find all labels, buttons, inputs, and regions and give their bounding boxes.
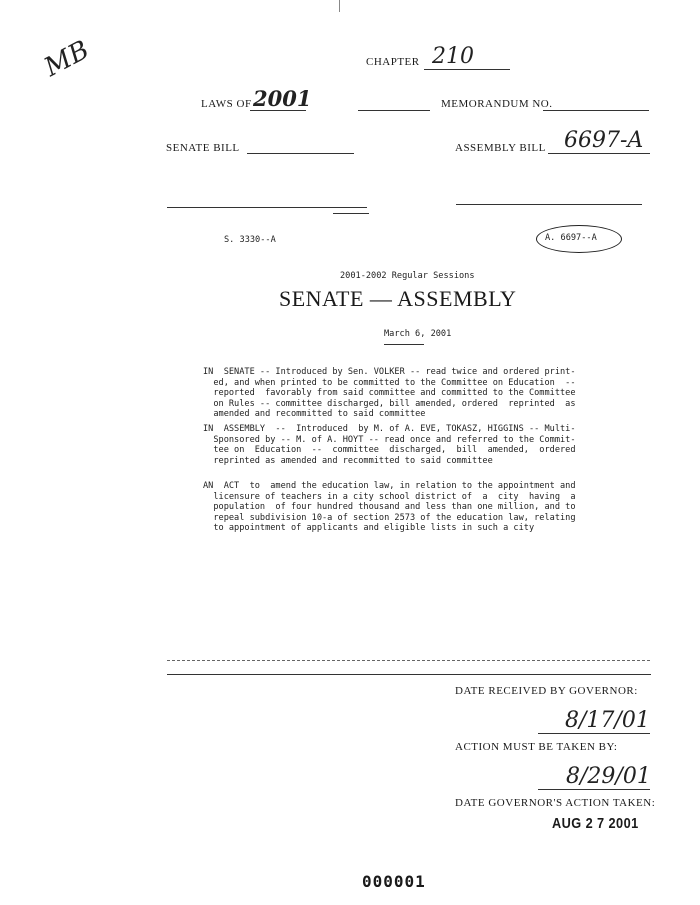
text-line: amended and recommitted to said committee <box>203 409 426 420</box>
text-line: population of four hundred thousand and less than one million, and to <box>203 502 576 513</box>
action-by-line <box>538 789 650 790</box>
assembly-bill-number: A. 6697--A <box>545 233 597 243</box>
left-separator-line <box>167 207 367 208</box>
text-line: IN ASSEMBLY -- Introduced by M. of A. EVE, TOKASZ, HIGGINS -- Multi- <box>203 424 576 434</box>
bottom-separator-line <box>167 674 651 675</box>
senate-paragraph <box>203 367 576 420</box>
top-tick-mark <box>339 0 340 12</box>
handwritten-initials: MB <box>39 35 95 83</box>
assembly-paragraph <box>203 424 576 466</box>
laws-label: LAWS OF <box>201 98 252 110</box>
date-received-label: DATE RECEIVED BY GOVERNOR: <box>455 685 638 697</box>
senate-bill-label: SENATE BILL <box>166 142 240 154</box>
text-line: IN SENATE -- Introduced by Sen. VOLKER -- read twice and ordered print- <box>203 367 576 377</box>
text-line: reprinted as amended and recommitted to said committee <box>203 455 493 466</box>
laws-value: 2001 <box>253 86 312 111</box>
senate-bill-line <box>247 153 354 154</box>
date-underline <box>384 344 424 345</box>
text-line: to appointment of applicants and eligible lists in such a city <box>203 523 535 534</box>
senate-bill-number: S. 3330--A <box>224 235 276 245</box>
bottom-dashed-line <box>167 660 650 661</box>
document-title: SENATE — ASSEMBLY <box>279 286 517 311</box>
laws-line <box>250 110 306 111</box>
short-separator-line <box>333 213 369 214</box>
act-paragraph <box>203 481 576 534</box>
page-number: 000001 <box>362 872 426 891</box>
text-line: Sponsored by -- M. of A. HOYT -- read once and referred to the Commit- <box>203 434 576 445</box>
text-line: AN ACT to amend the education law, in relation to the appointment and <box>203 481 576 491</box>
document-date: March 6, 2001 <box>384 329 452 339</box>
chapter-line <box>424 69 510 70</box>
laws-blank-line <box>358 110 430 111</box>
text-line: repeal subdivision 10-a of section 2573 of the education law, relating <box>203 512 576 523</box>
text-line: on Rules -- committee discharged, bill amended, ordered reprinted as <box>203 398 576 409</box>
assembly-bill-line <box>548 153 650 154</box>
right-separator-line <box>456 204 642 205</box>
memorandum-line <box>543 110 649 111</box>
text-line: reported favorably from said committee and committed to the Committee <box>203 388 576 399</box>
assembly-bill-value: 6697-A <box>564 128 644 153</box>
memorandum-label: MEMORANDUM NO. <box>441 98 553 110</box>
chapter-value: 210 <box>432 44 474 69</box>
chapter-label: CHAPTER <box>366 56 420 68</box>
sessions-line: 2001-2002 Regular Sessions <box>340 271 475 281</box>
action-by-label: ACTION MUST BE TAKEN BY: <box>455 741 618 753</box>
date-received-value: 8/17/01 <box>565 708 650 733</box>
action-by-value: 8/29/01 <box>566 764 651 789</box>
text-line: licensure of teachers in a city school district of a city having a <box>203 491 576 502</box>
action-taken-stamp: AUG 2 7 2001 <box>552 815 639 832</box>
assembly-bill-label: ASSEMBLY BILL <box>455 142 546 154</box>
text-line: ed, and when printed to be committed to the Committee on Education -- <box>203 377 576 388</box>
action-taken-label: DATE GOVERNOR'S ACTION TAKEN: <box>455 797 656 809</box>
text-line: tee on Education -- committee discharged, bill amended, ordered <box>203 445 576 456</box>
date-received-line <box>538 733 650 734</box>
